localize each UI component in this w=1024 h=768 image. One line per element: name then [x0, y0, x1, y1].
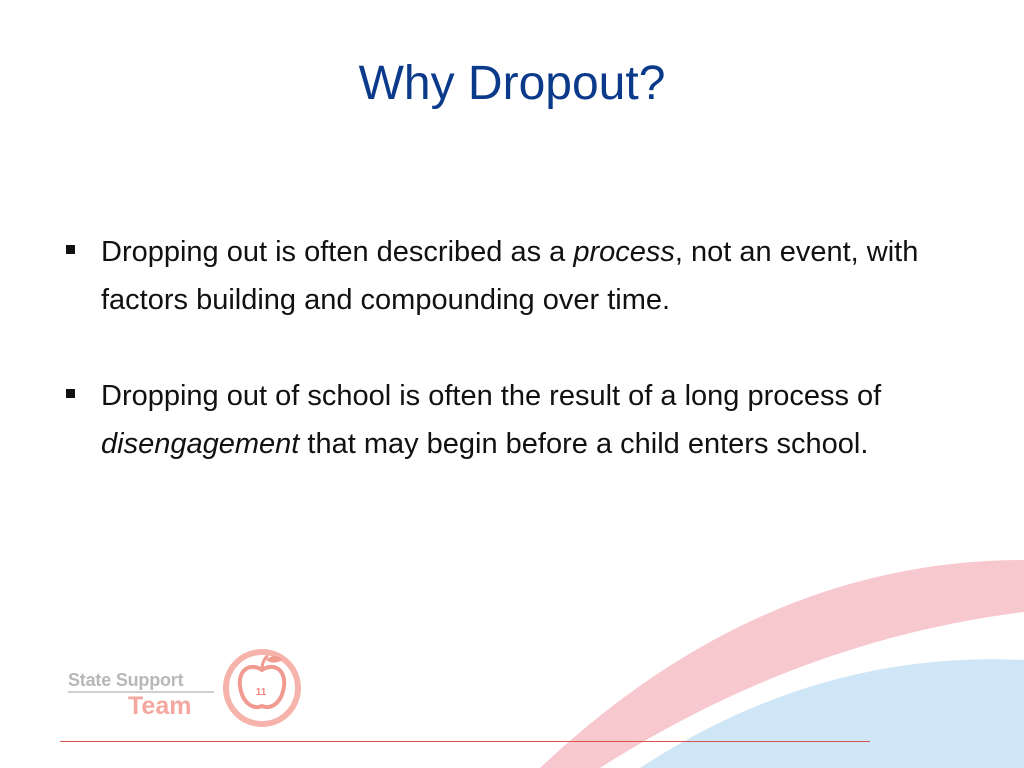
bullet-text-before: Dropping out is often described as a	[101, 236, 574, 268]
bullet-text-before: Dropping out of school is often the result of a long process of	[101, 380, 882, 412]
logo-number: 11	[255, 687, 267, 698]
footer-rule	[60, 741, 870, 742]
bullet-text-after: that may begin before a child enters school.	[299, 428, 869, 460]
bullet-text-after: , not an event, with factors building and compounding over time.	[101, 236, 919, 316]
logo-text-state-support: State Support	[68, 670, 184, 690]
bullet-emphasis: process	[573, 236, 675, 268]
bullet-emphasis: disengagement	[101, 428, 300, 460]
logo-text-team: Team	[128, 692, 192, 720]
square-bullet-icon	[66, 245, 75, 254]
bullet-item-process	[62, 228, 962, 324]
slide-title: Why Dropout?	[358, 57, 666, 110]
bullet-item-disengagement	[62, 372, 962, 468]
square-bullet-icon	[66, 389, 75, 398]
bullet-list	[62, 228, 962, 516]
bullet-text	[101, 236, 918, 316]
apple-icon	[220, 644, 304, 728]
bullet-text	[101, 380, 881, 460]
state-support-team-logo	[60, 640, 310, 730]
